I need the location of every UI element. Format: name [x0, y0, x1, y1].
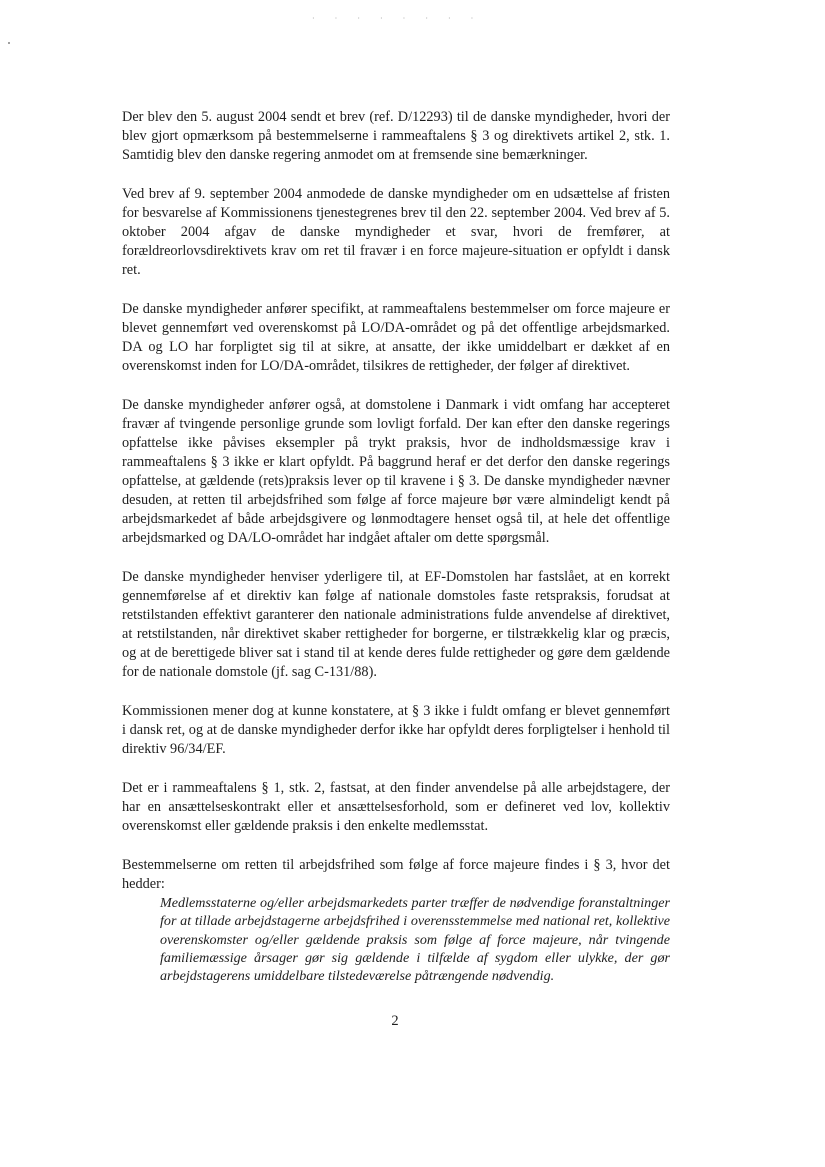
- scan-artifact-speck: [8, 42, 10, 44]
- paragraph-letter-sent: Der blev den 5. august 2004 sendt et brev (ref. D/12293) til de danske myndigheder, hvori der blev gjort opmærksom på bestemmelserne i rammeaftalens § 3 og direktivets artikel 2, stk. 1. Samtidig blev den danske regering anmodet om at fremsende sine bemærkninger.: [122, 109, 670, 164]
- section3-quote: Medlemsstaterne og/eller arbejdsmarkedets parter træffer de nødvendige foranstaltninger for at tillade arbejdstagerne arbejdsfrihed i overensstemmelse med national ret, kollektive overenskomster og/eller gældende praksis som følge af force majeure, når tvingende familiemæssige årsager gør sig gældende i tilfælde af sygdom eller ulykke, der gør arbejdstagerens umiddelbare tilstedeværelse påtrængende nødvendig.: [160, 894, 670, 985]
- scan-artifact-dots: · · · · · · · ·: [312, 14, 483, 23]
- paragraph-section3-intro: Bestemmelserne om retten til arbejdsfrihed som følge af force majeure findes i § 3, hvor det hedder:: [122, 856, 670, 892]
- paragraph-danish-reply: Ved brev af 9. september 2004 anmodede de danske myndigheder om en udsættelse af fristen for besvarelse af Kommissionens tjenestegrenes brev til den 22. september 2004. Ved brev af 5. oktober 2004 afgav de danske myndigheder et svar, hvori de fremfører, at forældreorlovsdirektivets krav om ret til fravær i en force majeure-situation er opfyldt i dansk ret.: [122, 185, 670, 279]
- page-number: 2: [391, 1013, 399, 1029]
- document-body: [122, 108, 670, 986]
- paragraph-commission-view: Kommissionen mener dog at kunne konstatere, at § 3 ikke i fuldt omfang er blevet gennemført i dansk ret, og at de danske myndigheder derfor ikke har opfyldt deres forpligtelser i henhold til direktiv 96/34/EF.: [122, 702, 670, 758]
- paragraph-scope: Det er i rammeaftalens § 1, stk. 2, fastsat, at den finder anvendelse på alle arbejdstagere, der har en ansættelseskontrakt eller et ansættelsesforhold, som er defineret ved lov, kollektiv overenskomst eller gældende praksis i den enkelte medlemsstat.: [122, 779, 670, 834]
- paragraph-case-law: De danske myndigheder anfører også, at domstolene i Danmark i vidt omfang har accepteret fravær af tvingende personlige grunde som lovligt forfald. Der kan efter den danske regerings opfattelse ikke påvises eksempler på trykt praksis, hvor de indholdsmæssige krav i rammeaftalens § 3 ikke er klart opfyldt. På baggrund heraf er det derfor den danske regerings opfattelse, at gældende (rets)praksis lever op til kravene i § 3. De danske myndigheder nævner desuden, at retten til arbejdsfrihed som følge af force majeure bør være almindeligt kendt på arbejdsmarkedet af både arbejdsgivere og lønmodtagere henset også til, at hele det offentlige arbejdsmarked og DA/LO-området har indgået aftaler om dette spørgsmål.: [122, 396, 670, 547]
- paragraph-force-majeure-agreements: De danske myndigheder anfører specifikt, at rammeaftalens bestemmelser om force majeure er blevet gennemført ved overenskomst på LO/DA-området og på det offentlige arbejdsmarked. DA og LO har forpligtet sig til at sikre, at ansatte, der ikke umiddelbart er dækket af en overenskomst inden for LO/DA-området, tilsikres de rettigheder, der følger af direktivet.: [122, 300, 670, 375]
- paragraph-ecj-reference: De danske myndigheder henviser yderligere til, at EF-Domstolen har fastslået, at en korrekt gennemførelse af et direktiv kan følge af nationale domstoles faste retspraksis, forudsat at retstilstanden effektivt garanterer den nationale administrations fulde anvendelse af direktivet, at retstilstanden, når direktivet skaber rettigheder for borgerne, er tilstrækkelig klar og præcis, og at de berettigede bliver sat i stand til at kende deres fulde rettigheder og gøre dem gældende for de nationale domstole (jf. sag C-131/88).: [122, 568, 670, 681]
